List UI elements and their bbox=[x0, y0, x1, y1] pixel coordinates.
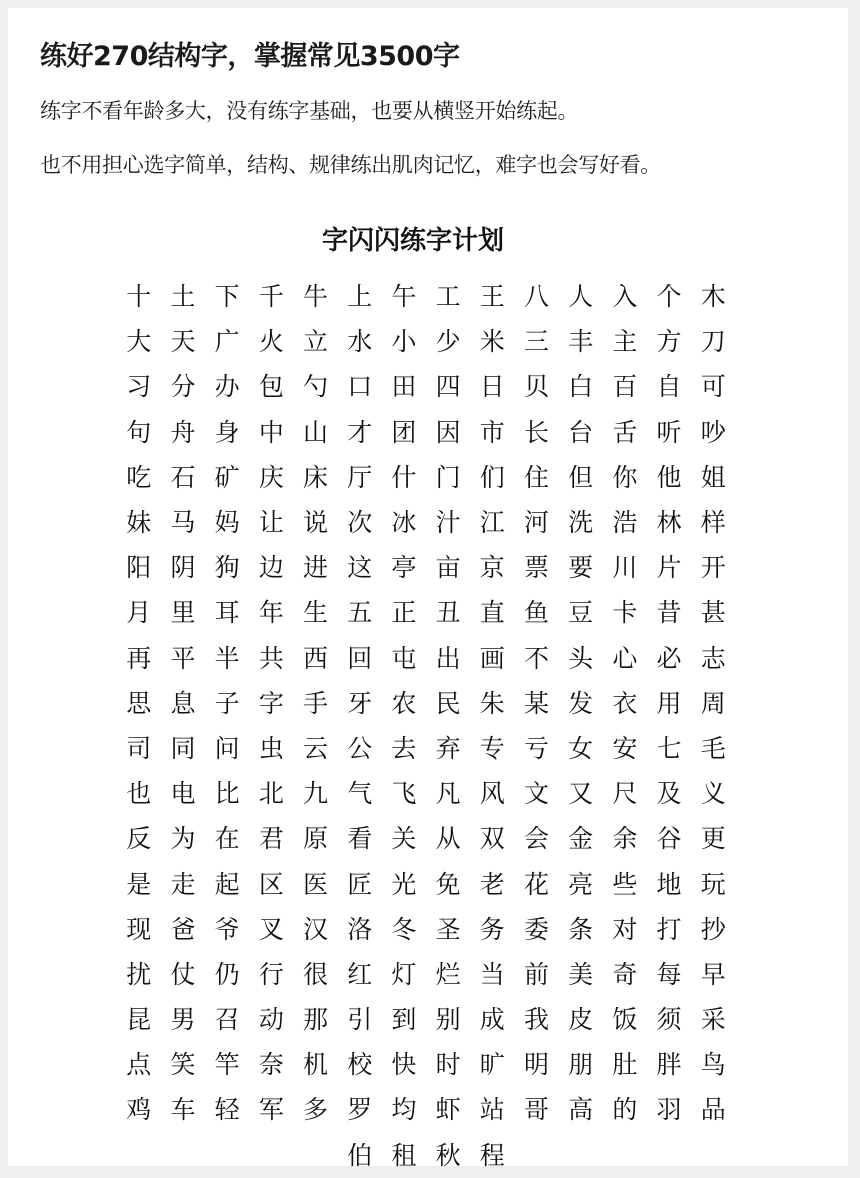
character-cell: 校 bbox=[347, 1050, 373, 1080]
character-cell: 土 bbox=[170, 282, 196, 312]
character-cell: 我 bbox=[523, 1005, 549, 1035]
character-cell: 吃 bbox=[126, 462, 152, 492]
character-cell: 市 bbox=[479, 417, 505, 447]
character-cell: 对 bbox=[612, 914, 638, 944]
character-cell: 但 bbox=[568, 462, 594, 492]
character-cell: 身 bbox=[214, 417, 240, 447]
character-cell: 笑 bbox=[170, 1050, 196, 1080]
character-cell: 是 bbox=[126, 869, 152, 899]
character-cell: 文 bbox=[523, 779, 549, 809]
character-cell: 去 bbox=[391, 733, 417, 763]
character-cell: 五 bbox=[347, 598, 373, 628]
character-cell: 程 bbox=[479, 1140, 505, 1170]
character-cell: 弃 bbox=[435, 733, 461, 763]
character-cell: 余 bbox=[612, 824, 638, 854]
character-cell: 更 bbox=[700, 824, 726, 854]
character-cell: 行 bbox=[258, 959, 284, 989]
character-cell: 农 bbox=[391, 688, 417, 718]
character-cell: 品 bbox=[700, 1095, 726, 1125]
character-cell: 火 bbox=[258, 327, 284, 357]
character-cell: 当 bbox=[479, 959, 505, 989]
character-cell: 样 bbox=[700, 508, 726, 538]
character-cell: 上 bbox=[347, 282, 373, 312]
character-cell: 看 bbox=[347, 824, 373, 854]
character-cell: 庆 bbox=[258, 462, 284, 492]
character-cell: 子 bbox=[214, 688, 240, 718]
character-cell: 金 bbox=[568, 824, 594, 854]
character-cell: 车 bbox=[170, 1095, 196, 1125]
character-cell: 阳 bbox=[126, 553, 152, 583]
character-cell: 前 bbox=[523, 959, 549, 989]
character-cell: 大 bbox=[126, 327, 152, 357]
character-cell: 句 bbox=[126, 417, 152, 447]
character-cell: 九 bbox=[303, 779, 329, 809]
character-cell: 北 bbox=[258, 779, 284, 809]
character-cell: 里 bbox=[170, 598, 196, 628]
intro-paragraph-2: 也不用担心选字简单，结构、规律练出肌肉记忆，难字也会写好看。 bbox=[40, 153, 661, 177]
character-cell: 地 bbox=[656, 869, 682, 899]
character-cell: 习 bbox=[126, 372, 152, 402]
character-cell: 安 bbox=[612, 733, 638, 763]
character-cell: 衣 bbox=[612, 688, 638, 718]
character-cell: 他 bbox=[656, 462, 682, 492]
character-cell: 那 bbox=[303, 1005, 329, 1035]
character-cell: 出 bbox=[435, 643, 461, 673]
character-cell: 采 bbox=[700, 1005, 726, 1035]
character-cell: 少 bbox=[435, 327, 461, 357]
character-row bbox=[116, 1133, 736, 1178]
character-cell: 直 bbox=[479, 598, 505, 628]
character-cell: 灯 bbox=[391, 959, 417, 989]
character-cell: 月 bbox=[126, 598, 152, 628]
character-row bbox=[116, 997, 736, 1042]
character-cell: 进 bbox=[303, 553, 329, 583]
character-cell: 到 bbox=[391, 1005, 417, 1035]
character-cell: 川 bbox=[612, 553, 638, 583]
character-cell: 因 bbox=[435, 417, 461, 447]
character-cell: 团 bbox=[391, 417, 417, 447]
character-cell: 边 bbox=[258, 553, 284, 583]
character-cell: 阴 bbox=[170, 553, 196, 583]
character-row bbox=[116, 590, 736, 635]
character-cell: 别 bbox=[435, 1005, 461, 1035]
character-cell: 比 bbox=[214, 779, 240, 809]
intro-paragraph-1: 练字不看年龄多大，没有练字基础，也要从横竖开始练起。 bbox=[40, 99, 579, 123]
character-cell: 牛 bbox=[303, 282, 329, 312]
character-cell: 丑 bbox=[435, 598, 461, 628]
character-cell: 旷 bbox=[479, 1050, 505, 1080]
character-cell: 务 bbox=[479, 914, 505, 944]
character-cell: 每 bbox=[656, 959, 682, 989]
character-cell: 红 bbox=[347, 959, 373, 989]
character-cell: 关 bbox=[391, 824, 417, 854]
character-cell: 玩 bbox=[700, 869, 726, 899]
character-cell: 均 bbox=[391, 1095, 417, 1125]
character-cell: 动 bbox=[258, 1005, 284, 1035]
character-cell: 王 bbox=[479, 282, 505, 312]
character-cell: 明 bbox=[523, 1050, 549, 1080]
character-cell: 罗 bbox=[347, 1095, 373, 1125]
character-cell: 刀 bbox=[700, 327, 726, 357]
character-cell: 召 bbox=[214, 1005, 240, 1035]
character-cell: 走 bbox=[170, 869, 196, 899]
character-cell: 洗 bbox=[568, 508, 594, 538]
character-cell: 用 bbox=[656, 688, 682, 718]
character-cell: 床 bbox=[303, 462, 329, 492]
character-cell: 医 bbox=[303, 869, 329, 899]
character-cell: 石 bbox=[170, 462, 196, 492]
character-cell: 发 bbox=[568, 688, 594, 718]
character-row bbox=[116, 545, 736, 590]
character-cell: 爸 bbox=[170, 914, 196, 944]
character-cell: 片 bbox=[656, 553, 682, 583]
character-cell: 画 bbox=[479, 643, 505, 673]
character-cell: 百 bbox=[612, 372, 638, 402]
character-cell: 周 bbox=[700, 688, 726, 718]
character-cell: 汁 bbox=[435, 508, 461, 538]
character-cell: 专 bbox=[479, 733, 505, 763]
character-cell: 正 bbox=[391, 598, 417, 628]
character-cell: 林 bbox=[656, 508, 682, 538]
character-cell: 厅 bbox=[347, 462, 373, 492]
character-cell: 多 bbox=[303, 1095, 329, 1125]
character-row bbox=[116, 636, 736, 681]
character-cell: 公 bbox=[347, 733, 373, 763]
character-grid bbox=[116, 274, 736, 1178]
character-cell: 什 bbox=[391, 462, 417, 492]
character-cell: 亏 bbox=[523, 733, 549, 763]
character-cell: 冰 bbox=[391, 508, 417, 538]
character-cell: 成 bbox=[479, 1005, 505, 1035]
character-cell: 甚 bbox=[700, 598, 726, 628]
character-cell: 饭 bbox=[612, 1005, 638, 1035]
character-cell: 七 bbox=[656, 733, 682, 763]
character-cell: 些 bbox=[612, 869, 638, 899]
character-cell: 十 bbox=[126, 282, 152, 312]
document-card bbox=[8, 8, 848, 1170]
character-cell: 小 bbox=[391, 327, 417, 357]
character-cell: 开 bbox=[700, 553, 726, 583]
character-cell: 思 bbox=[126, 688, 152, 718]
character-cell: 扰 bbox=[126, 959, 152, 989]
character-row bbox=[116, 500, 736, 545]
character-cell: 千 bbox=[258, 282, 284, 312]
character-cell: 昔 bbox=[656, 598, 682, 628]
character-cell: 亩 bbox=[435, 553, 461, 583]
character-cell: 光 bbox=[391, 869, 417, 899]
character-cell: 谷 bbox=[656, 824, 682, 854]
character-row bbox=[116, 816, 736, 861]
character-cell: 皮 bbox=[568, 1005, 594, 1035]
character-cell: 自 bbox=[656, 372, 682, 402]
character-cell: 个 bbox=[656, 282, 682, 312]
character-cell: 白 bbox=[568, 372, 594, 402]
character-cell: 奇 bbox=[612, 959, 638, 989]
character-cell: 条 bbox=[568, 914, 594, 944]
character-cell: 朱 bbox=[479, 688, 505, 718]
character-cell: 舟 bbox=[170, 417, 196, 447]
character-cell: 可 bbox=[700, 372, 726, 402]
character-cell: 匠 bbox=[347, 869, 373, 899]
character-row bbox=[116, 364, 736, 409]
character-cell: 反 bbox=[126, 824, 152, 854]
character-cell: 门 bbox=[435, 462, 461, 492]
character-cell: 西 bbox=[303, 643, 329, 673]
character-row bbox=[116, 861, 736, 906]
character-cell: 住 bbox=[523, 462, 549, 492]
character-cell: 司 bbox=[126, 733, 152, 763]
character-row bbox=[116, 1042, 736, 1087]
character-cell: 三 bbox=[523, 327, 549, 357]
headline: 练好270结构字，掌握常见3500字 bbox=[40, 41, 460, 72]
character-cell: 才 bbox=[347, 417, 373, 447]
character-cell: 问 bbox=[214, 733, 240, 763]
character-cell: 站 bbox=[479, 1095, 505, 1125]
character-cell: 引 bbox=[347, 1005, 373, 1035]
character-cell: 台 bbox=[568, 417, 594, 447]
character-cell: 立 bbox=[303, 327, 329, 357]
character-cell: 工 bbox=[435, 282, 461, 312]
character-cell: 汉 bbox=[303, 914, 329, 944]
character-cell: 说 bbox=[303, 508, 329, 538]
character-cell: 须 bbox=[656, 1005, 682, 1035]
character-cell: 的 bbox=[612, 1095, 638, 1125]
character-cell: 虾 bbox=[435, 1095, 461, 1125]
character-cell: 男 bbox=[170, 1005, 196, 1035]
character-row bbox=[116, 319, 736, 364]
character-cell: 舌 bbox=[612, 417, 638, 447]
character-row bbox=[116, 907, 736, 952]
character-cell: 牙 bbox=[347, 688, 373, 718]
character-cell: 你 bbox=[612, 462, 638, 492]
character-cell: 天 bbox=[170, 327, 196, 357]
character-cell: 广 bbox=[214, 327, 240, 357]
character-cell: 肚 bbox=[612, 1050, 638, 1080]
character-row bbox=[116, 410, 736, 455]
character-cell: 仗 bbox=[170, 959, 196, 989]
character-cell: 哥 bbox=[523, 1095, 549, 1125]
character-cell: 为 bbox=[170, 824, 196, 854]
character-cell: 米 bbox=[479, 327, 505, 357]
character-cell: 烂 bbox=[435, 959, 461, 989]
character-cell: 矿 bbox=[214, 462, 240, 492]
character-cell: 租 bbox=[391, 1140, 417, 1170]
character-cell: 打 bbox=[656, 914, 682, 944]
character-cell: 昆 bbox=[126, 1005, 152, 1035]
character-cell: 鱼 bbox=[523, 598, 549, 628]
character-cell: 江 bbox=[479, 508, 505, 538]
character-cell: 从 bbox=[435, 824, 461, 854]
character-cell: 必 bbox=[656, 643, 682, 673]
character-cell: 气 bbox=[347, 779, 373, 809]
character-cell: 凡 bbox=[435, 779, 461, 809]
character-cell: 伯 bbox=[347, 1140, 373, 1170]
character-cell: 听 bbox=[656, 417, 682, 447]
character-cell: 及 bbox=[656, 779, 682, 809]
character-cell: 平 bbox=[170, 643, 196, 673]
character-cell: 志 bbox=[700, 643, 726, 673]
character-cell: 山 bbox=[303, 417, 329, 447]
character-cell: 狗 bbox=[214, 553, 240, 583]
character-cell: 妈 bbox=[214, 508, 240, 538]
character-cell: 回 bbox=[347, 643, 373, 673]
character-cell: 起 bbox=[214, 869, 240, 899]
character-cell: 免 bbox=[435, 869, 461, 899]
character-cell: 姐 bbox=[700, 462, 726, 492]
character-cell: 再 bbox=[126, 643, 152, 673]
character-cell: 鸟 bbox=[700, 1050, 726, 1080]
character-cell: 羽 bbox=[656, 1095, 682, 1125]
character-cell: 会 bbox=[523, 824, 549, 854]
character-cell: 在 bbox=[214, 824, 240, 854]
character-cell: 长 bbox=[523, 417, 549, 447]
character-cell: 半 bbox=[214, 643, 240, 673]
section-title: 字闪闪练字计划 bbox=[321, 226, 504, 256]
character-cell: 木 bbox=[700, 282, 726, 312]
character-cell: 心 bbox=[612, 643, 638, 673]
character-row bbox=[116, 681, 736, 726]
character-cell: 吵 bbox=[700, 417, 726, 447]
character-cell: 方 bbox=[656, 327, 682, 357]
character-cell: 这 bbox=[347, 553, 373, 583]
character-cell: 勺 bbox=[303, 372, 329, 402]
character-cell: 马 bbox=[170, 508, 196, 538]
character-cell: 花 bbox=[523, 869, 549, 899]
character-cell: 中 bbox=[258, 417, 284, 447]
character-cell: 八 bbox=[523, 282, 549, 312]
character-cell: 亮 bbox=[568, 869, 594, 899]
character-cell: 高 bbox=[568, 1095, 594, 1125]
character-cell: 头 bbox=[568, 643, 594, 673]
character-cell: 分 bbox=[170, 372, 196, 402]
character-cell: 又 bbox=[568, 779, 594, 809]
character-cell: 让 bbox=[258, 508, 284, 538]
character-cell: 息 bbox=[170, 688, 196, 718]
character-cell: 胖 bbox=[656, 1050, 682, 1080]
character-cell: 民 bbox=[435, 688, 461, 718]
character-cell: 抄 bbox=[700, 914, 726, 944]
character-cell: 日 bbox=[479, 372, 505, 402]
character-cell: 人 bbox=[568, 282, 594, 312]
character-row bbox=[116, 455, 736, 500]
character-cell: 某 bbox=[523, 688, 549, 718]
character-cell: 时 bbox=[435, 1050, 461, 1080]
character-cell: 卡 bbox=[612, 598, 638, 628]
character-cell: 美 bbox=[568, 959, 594, 989]
character-cell: 京 bbox=[479, 553, 505, 583]
character-cell: 票 bbox=[523, 553, 549, 583]
character-cell: 点 bbox=[126, 1050, 152, 1080]
character-cell: 早 bbox=[700, 959, 726, 989]
character-cell: 也 bbox=[126, 779, 152, 809]
character-row bbox=[116, 1087, 736, 1132]
character-cell: 奈 bbox=[258, 1050, 284, 1080]
character-cell: 浩 bbox=[612, 508, 638, 538]
character-cell: 朋 bbox=[568, 1050, 594, 1080]
character-cell: 耳 bbox=[214, 598, 240, 628]
character-cell: 女 bbox=[568, 733, 594, 763]
character-cell: 现 bbox=[126, 914, 152, 944]
character-cell: 鸡 bbox=[126, 1095, 152, 1125]
character-cell: 风 bbox=[479, 779, 505, 809]
character-cell: 竿 bbox=[214, 1050, 240, 1080]
character-cell: 原 bbox=[303, 824, 329, 854]
character-cell: 爷 bbox=[214, 914, 240, 944]
character-cell: 共 bbox=[258, 643, 284, 673]
character-cell: 口 bbox=[347, 372, 373, 402]
character-cell: 四 bbox=[435, 372, 461, 402]
character-cell: 义 bbox=[700, 779, 726, 809]
character-cell: 轻 bbox=[214, 1095, 240, 1125]
character-cell: 叉 bbox=[258, 914, 284, 944]
character-cell: 田 bbox=[391, 372, 417, 402]
character-cell: 云 bbox=[303, 733, 329, 763]
character-cell: 要 bbox=[568, 553, 594, 583]
character-cell: 贝 bbox=[523, 372, 549, 402]
character-cell: 圣 bbox=[435, 914, 461, 944]
character-cell: 下 bbox=[214, 282, 240, 312]
character-cell: 水 bbox=[347, 327, 373, 357]
character-row bbox=[116, 771, 736, 816]
character-cell: 双 bbox=[479, 824, 505, 854]
character-cell: 仍 bbox=[214, 959, 240, 989]
character-cell: 次 bbox=[347, 508, 373, 538]
character-cell: 字 bbox=[258, 688, 284, 718]
character-cell: 区 bbox=[258, 869, 284, 899]
character-cell: 洛 bbox=[347, 914, 373, 944]
character-cell: 快 bbox=[391, 1050, 417, 1080]
character-cell: 君 bbox=[258, 824, 284, 854]
character-row bbox=[116, 952, 736, 997]
character-cell: 妹 bbox=[126, 508, 152, 538]
character-cell: 很 bbox=[303, 959, 329, 989]
character-cell: 虫 bbox=[258, 733, 284, 763]
character-cell: 手 bbox=[303, 688, 329, 718]
character-cell: 亭 bbox=[391, 553, 417, 583]
character-cell: 委 bbox=[523, 914, 549, 944]
character-cell: 电 bbox=[170, 779, 196, 809]
character-cell: 入 bbox=[612, 282, 638, 312]
character-row bbox=[116, 274, 736, 319]
character-cell: 包 bbox=[258, 372, 284, 402]
character-cell: 们 bbox=[479, 462, 505, 492]
character-cell: 生 bbox=[303, 598, 329, 628]
character-cell: 秋 bbox=[435, 1140, 461, 1170]
character-cell: 豆 bbox=[568, 598, 594, 628]
character-cell: 丰 bbox=[568, 327, 594, 357]
character-cell: 主 bbox=[612, 327, 638, 357]
character-cell: 冬 bbox=[391, 914, 417, 944]
character-cell: 不 bbox=[523, 643, 549, 673]
character-cell: 飞 bbox=[391, 779, 417, 809]
character-cell: 年 bbox=[258, 598, 284, 628]
character-cell: 尺 bbox=[612, 779, 638, 809]
character-cell: 军 bbox=[258, 1095, 284, 1125]
character-cell: 同 bbox=[170, 733, 196, 763]
character-cell: 屯 bbox=[391, 643, 417, 673]
character-cell: 机 bbox=[303, 1050, 329, 1080]
character-cell: 老 bbox=[479, 869, 505, 899]
character-cell: 午 bbox=[391, 282, 417, 312]
character-cell: 毛 bbox=[700, 733, 726, 763]
character-cell: 办 bbox=[214, 372, 240, 402]
character-row bbox=[116, 726, 736, 771]
character-cell: 河 bbox=[523, 508, 549, 538]
